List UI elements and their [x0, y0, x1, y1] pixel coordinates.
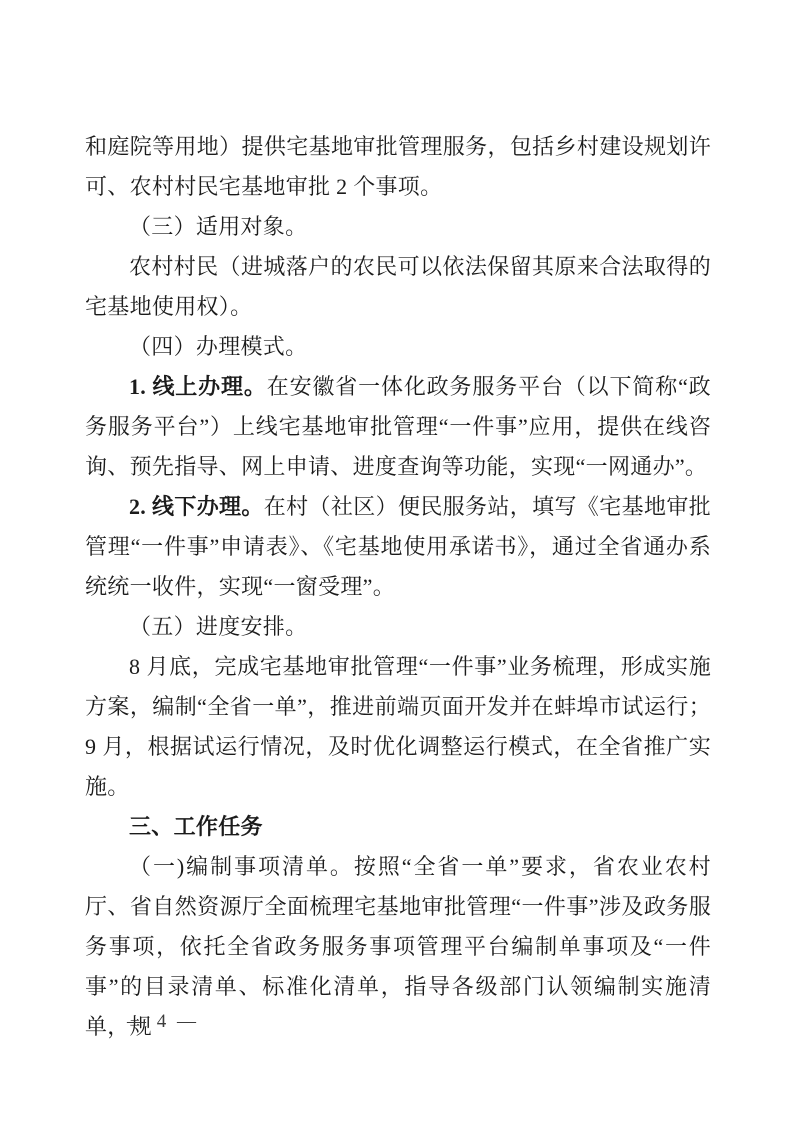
subheading-text: （五）进度安排。: [129, 614, 308, 639]
paragraph-lead: （一)编制事项清单。: [129, 854, 354, 879]
paragraph-text: 按照“全省一单”要求，省农业农村厅、省自然资源厅全面梳理宅基地审批管理“一件事”涉及政务服务事项，依托全省政务服务事项管理平台编制单事项及“一件事”的目录清单、标准化清单，指导各级部门认领编制实施清单，规: [85, 854, 711, 1039]
section-heading-tasks: [85, 807, 711, 847]
section-subheading-4: [85, 327, 711, 367]
paragraph-target-users: [85, 247, 711, 327]
paragraph-text: 在安徽省一体化政务服务平台（以下简称“政务服务平台”）上线宅基地审批管理“一件事”应用，提供在线咨询、预先指导、网上申请、进度查询等功能，实现“一网通办”。: [85, 374, 711, 479]
section-subheading-3: [85, 207, 711, 247]
paragraph-text: 8 月底，完成宅基地审批管理“一件事”业务梳理，形成实施方案，编制“全省一单”，推进前端页面开发并在蚌埠市试运行；9 月，根据试运行情况，及时优化调整运行模式，在全省推广实施。: [85, 654, 711, 799]
section-subheading-5: [85, 607, 711, 647]
document-body: [85, 127, 711, 1047]
paragraph-text: 农村村民（进城落户的农民可以依法保留其原来合法取得的宅基地使用权）。: [85, 254, 711, 319]
subheading-text: （四）办理模式。: [129, 334, 308, 359]
paragraph-lead: 2. 线下办理。: [129, 494, 264, 519]
paragraph-schedule: [85, 647, 711, 807]
paragraph-text: 在村（社区）便民服务站，填写《宅基地审批管理“一件事”申请表》、《宅基地使用承诺书》，通过全省通办系统统一收件，实现“一窗受理”。: [85, 494, 711, 599]
heading-text: 三、工作任务: [129, 814, 263, 839]
paragraph-lead: 1. 线上办理。: [129, 374, 267, 399]
subheading-text: （三）适用对象。: [129, 214, 308, 239]
paragraph-continuation: [85, 127, 711, 207]
paragraph-offline-mode: [85, 487, 711, 607]
paragraph-online-mode: [85, 367, 711, 487]
paragraph-text: 和庭院等用地）提供宅基地审批管理服务，包括乡村建设规划许可、农村村民宅基地审批 2 个事项。: [85, 134, 711, 199]
page-number: — 4 —: [127, 1011, 199, 1032]
